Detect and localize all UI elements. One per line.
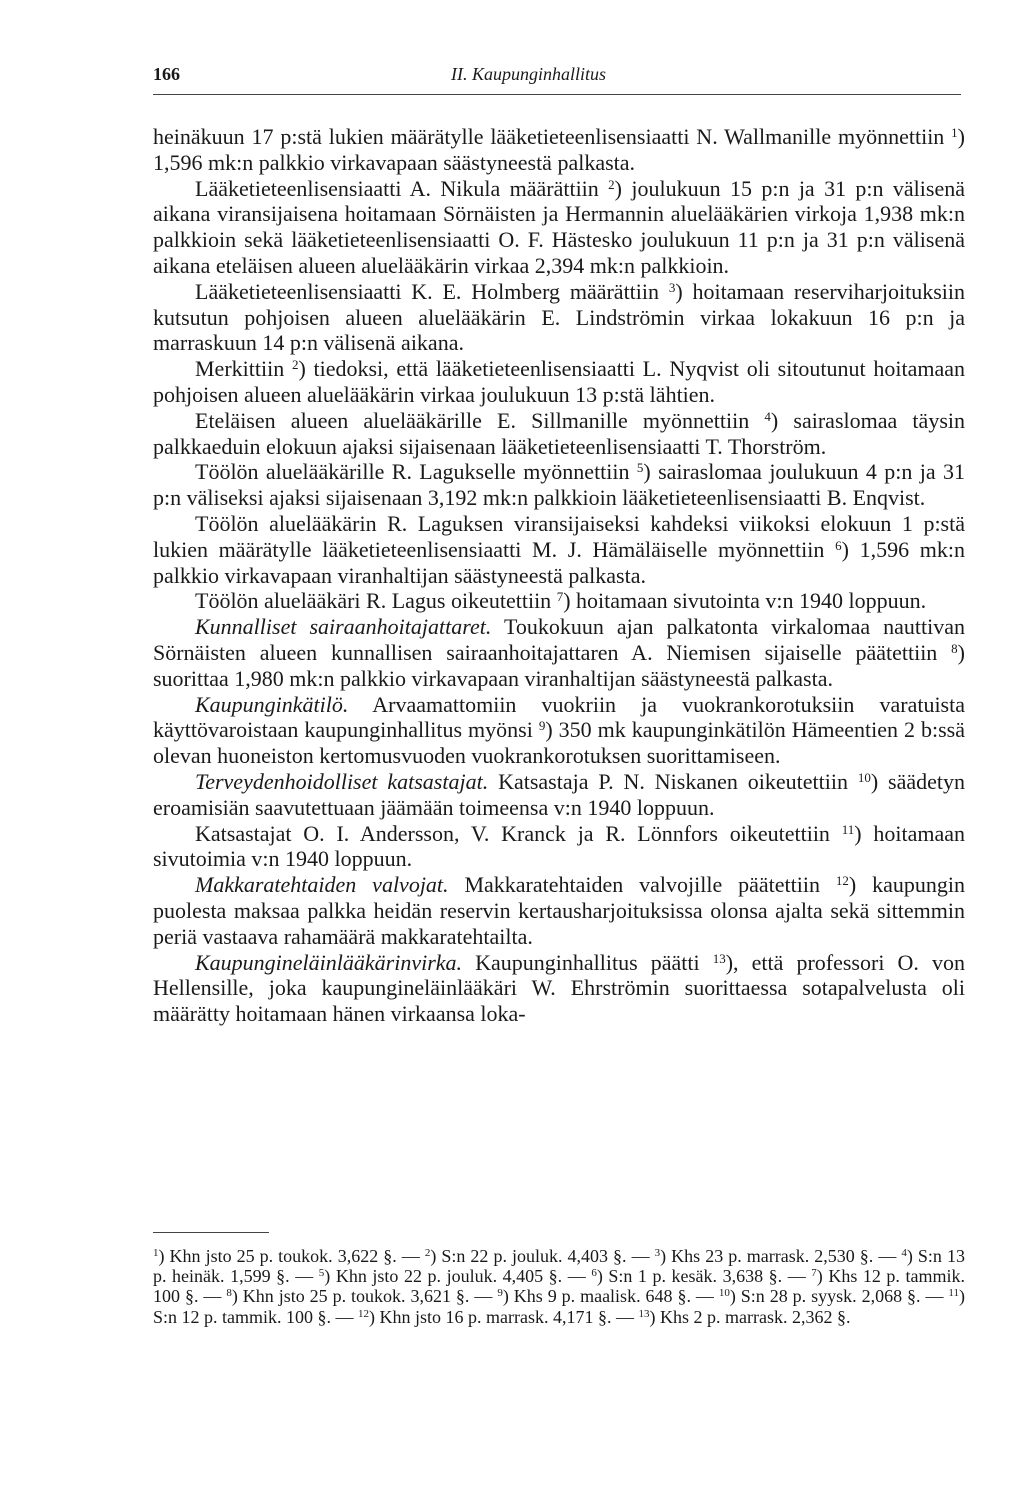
text-run: ) S:n 13 p. heinäk. 1,599 §. —	[153, 1246, 965, 1287]
text-run: Töölön aluelääkäri R. Lagus oikeutettiin	[195, 588, 557, 614]
footnote-marker: 8	[226, 1287, 232, 1300]
text-run: ) Khs 9 p. maalisk. 648 §. —	[502, 1286, 719, 1307]
text-run: ) säädetyn eroamisiän saavutettuaan jäämään toimeensa v:n 1940 loppuun.	[153, 768, 965, 820]
paragraph-p3	[153, 279, 965, 356]
text-run: ) tiedoksi, että lääketieteenlisensiaatti L. Nyqvist oli sitoutunut hoitamaan pohjoisen alueen aluelääkärin virkaa joulukuun 13 p:stä lähtien.	[153, 356, 965, 407]
footnote-rule	[153, 1232, 269, 1233]
text-run: ) Khn jsto 25 p. toukok. 3,622 §. —	[158, 1246, 425, 1266]
text-run: ) S:n 28 p. syysk. 2,068 §. —	[729, 1286, 949, 1307]
paragraph-p8	[153, 588, 965, 614]
text-run: ) S:n 22 p. jouluk. 4,403 §. —	[430, 1246, 655, 1266]
text-run: Töölön aluelääkärille R. Lagukselle myönnettiin	[195, 459, 637, 485]
text-run: Töölön aluelääkärin R. Laguksen viransijaiseksi kahdeksi viikoksi elokuun 1 p:stä lukien määrätylle lääketieteenlisensiaatti M. J. Hämäläiselle myönnettiin	[153, 510, 965, 562]
body-text	[153, 124, 965, 1027]
paragraph-p1	[153, 124, 965, 176]
page-header	[153, 64, 963, 88]
header-rule	[153, 94, 961, 95]
footnote-marker: 10	[718, 1287, 730, 1300]
text-run: ), että professori O. von Hellensille, joka kaupungineläinlääkäri W. Ehrströmin suorittaessa sotapalvelusta oli määrätty hoitamaan hänen virkaansa loka-	[153, 949, 965, 1027]
text-run: ) hoitamaan reserviharjoituksiin kutsutun pohjoisen alueen aluelääkärin E. Lindströmin virkaa lokakuun 16 p:n ja marraskuun 14 p:n välisenä aikana.	[153, 278, 965, 356]
paragraph-p10	[153, 692, 965, 769]
section-heading: Terveydenhoidolliset katsastajat.	[195, 768, 489, 794]
footnote-marker: 2	[608, 176, 615, 192]
text-run: ) Khs 12 p. tammik. 100 §. —	[153, 1266, 965, 1307]
text-run: Merkittiin	[195, 356, 292, 382]
footnote-marker: 12	[835, 873, 849, 889]
footnote-marker: 10	[857, 769, 871, 785]
footnote-marker: 6	[591, 1267, 597, 1280]
text-run: Arvaamattomiin vuokriin ja vuokrankorotuksiin varatuista käyttövaroistaan kaupunginhallitus myönsi	[153, 691, 965, 743]
section-heading: Kaupunginkätilö.	[195, 691, 349, 717]
paragraph-p9	[153, 614, 965, 691]
text-run: ) 1,596 mk:n palkkio virkavapaan viranhaltijan säästyneestä palkasta.	[153, 536, 965, 588]
footnote-marker: 7	[556, 589, 564, 605]
text-run: ) Khn jsto 22 p. jouluk. 4,405 §. —	[324, 1266, 592, 1287]
footnote-marker: 4	[764, 408, 771, 424]
text-run: ) hoitamaan sivutoimia v:n 1940 loppuun.	[153, 820, 965, 872]
footnote-marker: 9	[538, 718, 546, 734]
footnote-marker: 3	[668, 279, 676, 295]
text-run: ) sairaslomaa täysin palkkaeduin elokuun ajaksi sijaisenaan lääketieteenlisensiaatti T. Thorström.	[153, 407, 965, 459]
text-run: ) Khn jsto 16 p. marrask. 4,171 §. —	[369, 1306, 639, 1327]
text-run: ) suorittaa 1,980 mk:n palkkio virkavapaan viranhaltijan säästyneestä palkasta.	[153, 639, 965, 691]
footnote-marker: 13	[638, 1307, 650, 1320]
text-run: ) 1,596 mk:n palkkio virkavapaan säästyneestä palkasta.	[153, 124, 965, 175]
footnote-marker: 5	[318, 1267, 325, 1280]
section-heading: Kunnalliset sairaanhoitajattaret.	[195, 614, 492, 640]
footnote-marker: 7	[811, 1267, 817, 1280]
footnote-marker: 9	[497, 1287, 503, 1300]
footnote-marker: 13	[712, 950, 726, 966]
footnote-marker: 4	[901, 1247, 907, 1259]
paragraph-p13	[153, 872, 965, 949]
text-run: Lääketieteenlisensiaatti A. Nikula määrättiin	[195, 175, 609, 201]
text-run: Toukokuun ajan palkatonta virkalomaa nauttivan Sörnäisten alueen kunnallisen sairaanhoitajattaren A. Niemisen sijaiselle päätettiin	[153, 614, 965, 665]
footnote-marker: 1	[951, 125, 958, 140]
paragraph-p11	[153, 769, 965, 821]
footnote-marker: 12	[358, 1307, 370, 1320]
text-run: ) sairaslomaa joulukuun 4 p:n ja 31 p:n väliseksi ajaksi sijaisenaan 3,192 mk:n palkkioin lääketieteenlisensiaatti B. Enqvist.	[153, 459, 966, 511]
paragraph-p7	[153, 511, 965, 588]
paragraph-p5	[153, 408, 965, 460]
text-run: Katsastajat O. I. Andersson, V. Kranck ja R. Lönnfors oikeutettiin	[195, 820, 842, 846]
footnote-marker: 11	[948, 1287, 959, 1300]
text-run: ) kaupungin puolesta maksaa palkka heidän reservin kertausharjoituksissa olonsa ajalta sekä sittemmin periä vastaava rahamäärä makkaratehtailta.	[153, 872, 965, 949]
footnote-marker: 3	[654, 1247, 661, 1259]
footnote-marker: 5	[636, 460, 644, 476]
text-run: Eteläisen alueen aluelääkärille E. Sillmanille myönnettiin	[195, 407, 765, 433]
text-run: ) Khs 2 p. marrask. 2,362 §.	[649, 1306, 851, 1327]
running-title: II. Kaupunginhallitus	[451, 64, 607, 84]
footnote-marker: 2	[424, 1247, 431, 1259]
paragraph-p4	[153, 356, 965, 408]
paragraph-p6	[153, 459, 965, 511]
text-run: Kaupunginhallitus päätti	[462, 949, 713, 975]
text-run: ) S:n 1 p. kesäk. 3,638 §. —	[596, 1266, 812, 1287]
text-run: ) Khs 23 p. marrask. 2,530 §. —	[660, 1246, 902, 1266]
text-run: ) 350 mk kaupunginkätilön Hämeentien 2 b:ssä olevan huoneiston kertomusvuoden vuokrankorotuksen suorittamiseen.	[153, 717, 965, 769]
paragraph-p12	[153, 821, 965, 873]
footnote-marker: 6	[835, 537, 842, 553]
paragraph-p2	[153, 176, 965, 279]
footnotes	[153, 1246, 965, 1327]
paragraph-p14	[153, 950, 965, 1027]
text-run: Katsastaja P. N. Niskanen oikeutettiin	[488, 768, 858, 794]
footnote-marker: 8	[951, 640, 958, 656]
text-run: Makkaratehtaiden valvojille päätettiin	[448, 872, 836, 898]
text-run: heinäkuun 17 p:stä lukien määrätylle lääketieteenlisensiaatti N. Wallmanille myönnettiin	[153, 124, 952, 149]
section-heading: Kaupungineläinlääkärinvirka.	[195, 949, 463, 975]
page-number: 166	[153, 64, 180, 84]
footnote-marker: 11	[841, 821, 855, 837]
text-run: ) S:n 12 p. tammik. 100 §. —	[153, 1286, 965, 1327]
footnote-marker: 1	[153, 1247, 159, 1259]
text-run: ) joulukuun 15 p:n ja 31 p:n välisenä aikana viransijaisena hoitamaan Sörnäisten ja Hermannin aluelääkärien virkoja 1,938 mk:n palkkioin sekä lääketieteenlisensiaatti O. F. Hästesko joulukuun 11 p:n ja 31 p:n välisenä aikana eteläisen alueen aluelääkärin virkaa 2,394 mk:n palkkioin.	[153, 175, 965, 278]
text-run: ) Khn jsto 25 p. toukok. 3,621 §. —	[231, 1286, 498, 1307]
footnote-marker: 2	[291, 357, 299, 373]
text-run: ) hoitamaan sivutointa v:n 1940 loppuun.	[563, 588, 927, 614]
section-heading: Makkaratehtaiden valvojat.	[195, 872, 449, 898]
text-run: Lääketieteenlisensiaatti K. E. Holmberg määrättiin	[195, 278, 669, 304]
